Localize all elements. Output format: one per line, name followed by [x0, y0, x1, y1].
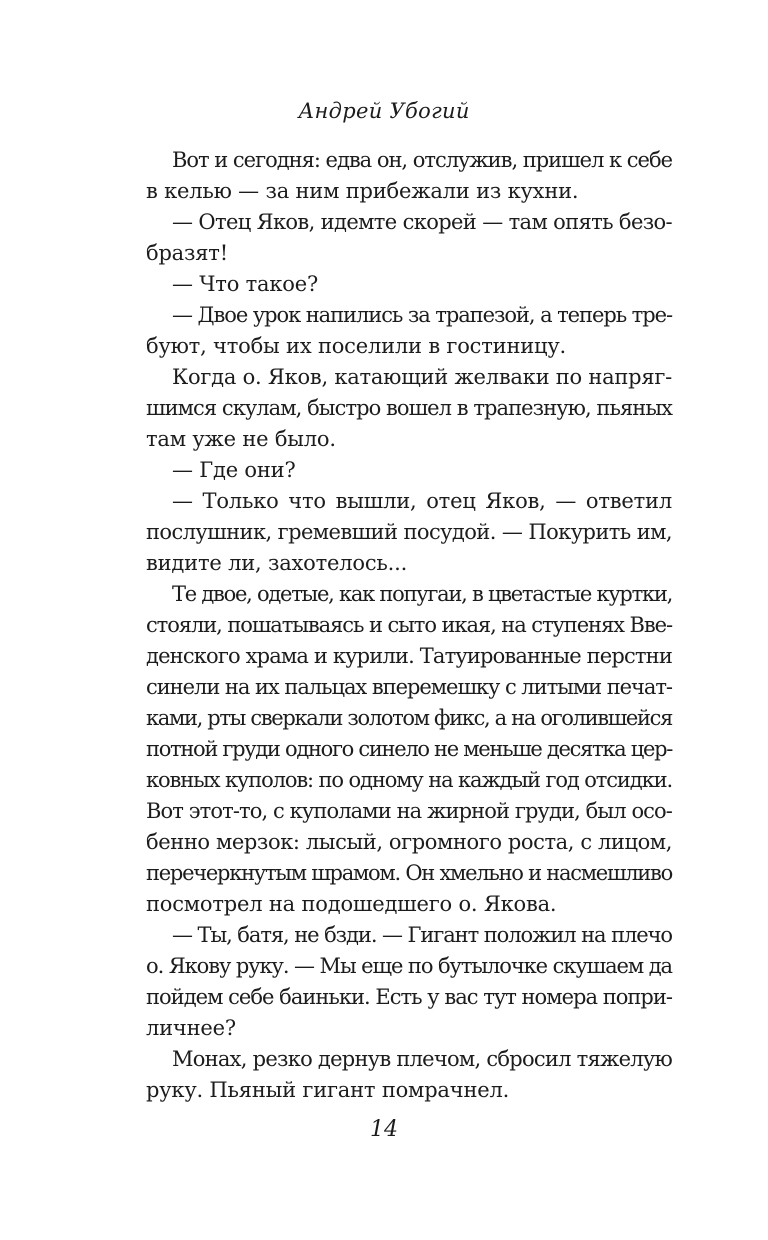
text-line: послушник, гремевший посудой. — Покурить им,	[146, 520, 672, 544]
text-line: посмотрел на подошедшего о. Якова.	[146, 892, 557, 916]
text-line: Те двое, одетые, как попугаи, в цветастые куртки,	[172, 582, 672, 606]
text-line: о. Якову руку. — Мы еще по бутылочке скушаем да	[146, 954, 672, 978]
text-line: — Отец Яков, идемте скорей — там опять безо-	[172, 210, 672, 234]
text-line: шимся скулам, быстро вошел в трапезную, пьяных	[146, 396, 672, 420]
text-line: видите ли, захотелось...	[146, 551, 408, 575]
text-line: Монах, резко дернув плечом, сбросил тяжелую	[172, 1047, 672, 1071]
text-line: денского храма и курили. Татуированные перстни	[146, 644, 672, 668]
text-line: перечеркнутым шрамом. Он хмельно и насмешливо	[146, 861, 672, 885]
text-line: — Двое урок напились за трапезой, а теперь тре-	[172, 303, 672, 327]
text-line: — Только что вышли, отец Яков, — ответил	[172, 489, 672, 513]
text-line: руку. Пьяный гигант помрачнел.	[146, 1078, 510, 1102]
text-line: Когда о. Яков, катающий желваки по напряг-	[172, 365, 672, 389]
text-line: в келью — за ним прибежали из кухни.	[146, 179, 579, 203]
text-line: буют, чтобы их поселили в гостиницу.	[146, 334, 566, 358]
text-line: пойдем себе баиньки. Есть у вас тут номера попри-	[146, 985, 672, 1009]
text-line: личнее?	[146, 1016, 236, 1040]
text-line: ковных куполов: по одному на каждый год отсидки.	[146, 768, 672, 792]
text-line: Вот этот-то, с куполами на жирной груди, был осо-	[146, 799, 672, 823]
text-line: бразят!	[146, 241, 228, 265]
text-line: бенно мерзок: лысый, огромного роста, с лицом,	[146, 830, 672, 854]
text-line: — Где они?	[172, 458, 296, 482]
text-line: потной груди одного синело не меньше десятка цер-	[146, 737, 672, 761]
text-line: Вот и сегодня: едва он, отслужив, пришел к себе	[172, 148, 672, 172]
text-line: стояли, пошатываясь и сыто икая, на ступенях Вве-	[146, 613, 672, 637]
text-line: — Ты, батя, не бзди. — Гигант положил на плечо	[172, 923, 672, 947]
page-number: 14	[370, 1117, 398, 1142]
text-line: синели на их пальцах вперемешку с литыми печат-	[146, 675, 672, 699]
text-line: — Что такое?	[172, 272, 319, 296]
text-line: ками, рты сверкали золотом фикс, а на оголившейся	[146, 706, 672, 730]
running-header-author: Андрей Убогий	[298, 99, 470, 123]
text-line: там уже не было.	[146, 427, 336, 451]
